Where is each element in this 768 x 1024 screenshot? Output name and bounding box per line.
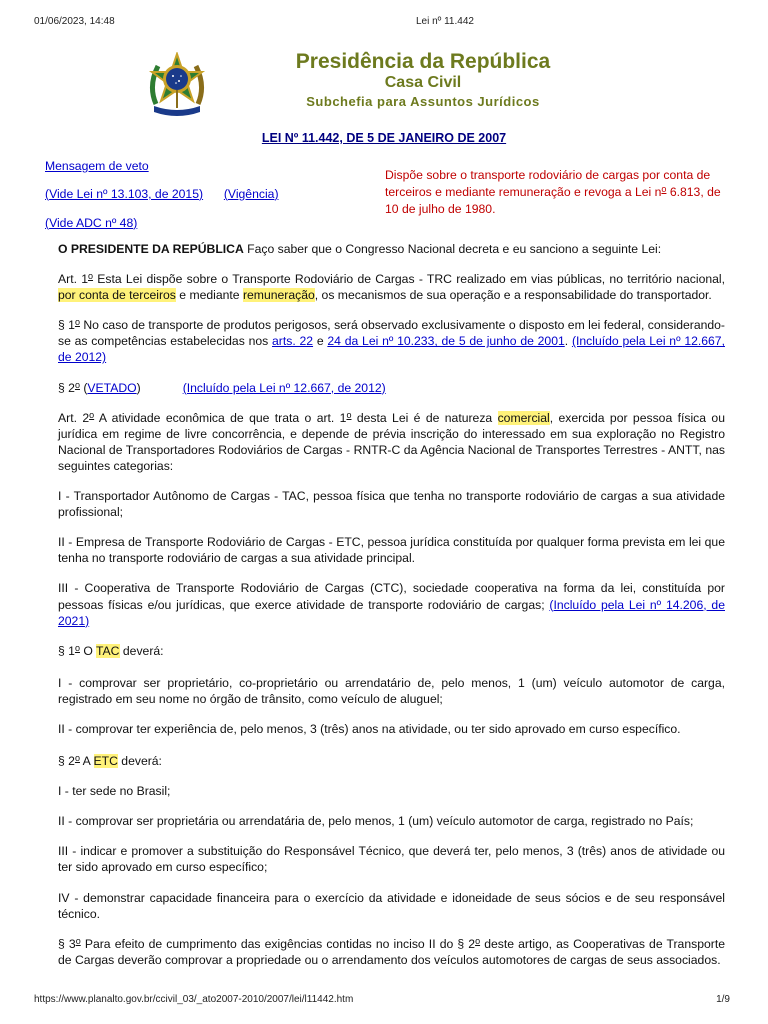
art-2-par-1 — [45, 643, 725, 659]
ordinal: o — [89, 409, 95, 420]
print-footer — [34, 993, 730, 1007]
par-text: deverá: — [117, 754, 162, 769]
art-2-par-3 — [45, 936, 725, 968]
ordinal: o — [74, 317, 80, 328]
site-title: Presidência da República — [295, 50, 551, 73]
mensagem-veto-line — [45, 158, 149, 174]
ementa-text: Dispõe sobre o transporte rodoviário de cargas por conta de terceiros e mediante remuneração e revoga a Lei n — [385, 168, 711, 200]
par-text: ( — [79, 380, 88, 395]
art-2-par-2 — [45, 753, 725, 769]
lei-10233-link[interactable]: 24 da Lei nº 10.233, de 5 de junho de 2001 — [327, 334, 565, 349]
arts-22-link[interactable]: arts. 22 — [272, 334, 314, 349]
art-text: e mediante — [175, 288, 243, 303]
ordinal: o — [74, 753, 80, 764]
print-header — [34, 15, 730, 29]
par-text: deste artigo, as Cooperativas de Transporte de Cargas deverão comprovar a propriedade ou o arrendamento dos veículos automotores de cargas de seus associados. — [58, 936, 725, 967]
incluido-lei-14206-link[interactable]: (Incluído pela Lei nº 14.206, de 2021) — [58, 597, 725, 628]
highlight: comercial — [497, 410, 550, 425]
art-2-inciso-i: I - Transportador Autônomo de Cargas - TAC, pessoa física que tenha no transporte rodoviário de cargas a sua atividade profissional; — [58, 489, 725, 520]
incluido-lei-12667-link[interactable]: (Incluído pela Lei nº 12.667, de 2012) — [58, 334, 725, 365]
highlight: TAC — [96, 643, 120, 658]
art-1-par-2 — [45, 380, 725, 396]
paren: ) — [199, 187, 204, 201]
highlight: por conta de terceiros — [58, 288, 176, 303]
art-text: desta Lei é de natureza — [351, 410, 498, 425]
par-text: e — [313, 334, 328, 349]
par-text: O — [79, 643, 97, 658]
art-1 — [45, 271, 725, 303]
ementa-text: 6.813, de 10 de julho de 1980. — [385, 185, 721, 216]
paren: ( — [223, 187, 228, 201]
art-1-par-1 — [45, 317, 725, 365]
art-2-par-2-inciso-i: I - ter sede no Brasil; — [58, 784, 171, 799]
par-label: § 3 — [58, 936, 76, 951]
art-text: , exercida por pessoa física ou jurídica em regime de livre concorrência, e depende de prévia inscrição do interessado em sua exploração no Registro Nacional de Transportadores Rodoviários de Cargas - RNTR-C da Agência Nacional de Transportes Terrestres - ANTT, nas seguintes categorias: — [58, 410, 725, 473]
art-label: Art. 2 — [58, 410, 90, 425]
vide-adc-line — [45, 215, 137, 231]
vide-lei-13103-link[interactable]: Vide Lei nº 13.103, de 2015 — [49, 187, 199, 201]
art-2-par-2-inciso-iv: IV - demonstrar capacidade financeira para o exercício da atividade e idoneidade de seus sócios e de seu responsável técnico. — [58, 890, 725, 921]
preamble — [45, 241, 725, 257]
print-url: https://www.planalto.gov.br/ccivil_03/_ato2007-2010/2007/lei/l11442.htm — [34, 994, 354, 1005]
ordinal: o — [88, 271, 94, 282]
paren: ( — [45, 187, 50, 201]
inciso-text: III - Cooperativa de Transporte Rodoviário de Cargas (CTC), sociedade cooperativa na forma da lei, constituída por pessoas físicas e/ou jurídicas, que exerce atividade de transporte rodoviário de cargas; — [58, 581, 725, 612]
art-2 — [45, 410, 725, 474]
incluido-lei-12667-link[interactable]: (Incluído pela Lei nº 12.667, de 2012) — [182, 380, 386, 395]
art-text: , os mecanismos de sua operação e a responsabilidade do transportador. — [314, 288, 712, 303]
preamble-text: Faço saber que o Congresso Nacional decreta e eu sanciono a seguinte Lei: — [243, 242, 662, 256]
art-label: Art. 1 — [58, 272, 88, 287]
art-2-par-1-inciso-i: I - comprovar ser proprietário, co-proprietário ou arrendatário de, pelo menos, 1 (um) veículo automotor de carga, registrado em seu nome no órgão de trânsito, como veículo de aluguel; — [58, 675, 725, 706]
par-text: deverá: — [119, 643, 164, 658]
par-label: § 2 — [58, 380, 75, 395]
ordinal: o — [661, 184, 667, 195]
par-label: § 1 — [58, 318, 75, 333]
preamble-bold: O PRESIDENTE DA REPÚBLICA — [58, 242, 244, 256]
ementa — [385, 167, 727, 217]
par-text: Para efeito de cumprimento das exigências contidas no inciso II do § 2 — [80, 936, 476, 951]
page-number: 1/9 — [716, 994, 730, 1005]
vigencia-link[interactable]: Vigência — [227, 187, 275, 201]
par-label: § 1 — [58, 643, 75, 658]
law-body — [45, 241, 725, 982]
par-text: No caso de transporte de produtos perigosos, será observado exclusivamente o disposto em lei federal, considerando-se as competências estabelecidas nos — [58, 318, 725, 349]
ordinal: o — [475, 935, 481, 946]
highlight: remuneração — [242, 288, 315, 303]
ordinal: o — [75, 935, 81, 946]
par-text: A — [79, 754, 94, 769]
vide-links-line — [45, 186, 279, 202]
ordinal: o — [74, 642, 80, 653]
art-2-par-2-inciso-iii: III - indicar e promover a substituição do Responsável Técnico, que deverá ter, pelo menos, 3 (três) anos de atividade ou ter sido aprovado em curso específico; — [58, 844, 725, 875]
ordinal: o — [74, 379, 80, 390]
law-title[interactable]: LEI Nº 11.442, DE 5 DE JANEIRO DE 2007 — [261, 131, 507, 145]
site-subtitle-secondary: Subchefia para Assuntos Jurídicos — [306, 94, 540, 109]
print-datetime: 01/06/2023, 14:48 — [34, 16, 115, 27]
vide-adc-48-link[interactable]: Vide ADC nº 48 — [49, 216, 134, 230]
par-label: § 2 — [58, 754, 75, 769]
paren: ) — [274, 187, 279, 201]
art-2-par-1-inciso-ii: II - comprovar ter experiência de, pelo menos, 3 (três) anos na atividade, ou ter sido aprovado em curso específico. — [58, 721, 681, 736]
vetado-link[interactable]: VETADO — [87, 380, 137, 395]
paren: ) — [133, 216, 138, 230]
art-2-inciso-iii — [45, 580, 725, 628]
art-text: Esta Lei dispõe sobre o Transporte Rodoviário de Cargas - TRC realizado em vias públicas, no território nacional, — [93, 272, 725, 287]
site-subtitle: Casa Civil — [384, 74, 462, 91]
paren: ( — [45, 216, 50, 230]
print-doc-title: Lei nº 11.442 — [416, 16, 474, 27]
par-text: . — [564, 334, 572, 349]
art-text: A atividade econômica de que trata o art. 1 — [94, 410, 347, 425]
brazil-coat-of-arms-icon — [146, 52, 208, 118]
art-2-par-2-inciso-ii: II - comprovar ser proprietária ou arrendatária de, pelo menos, 1 (um) veículo automotor de carga, registrado no País; — [58, 814, 694, 829]
ordinal: o — [346, 409, 352, 420]
mensagem-veto-link[interactable]: Mensagem de veto — [45, 159, 149, 173]
highlight: ETC — [93, 754, 118, 769]
par-text: ) — [136, 380, 141, 395]
art-2-inciso-ii: II - Empresa de Transporte Rodoviário de Cargas - ETC, pessoa jurídica constituída por qualquer forma prevista em lei que tenha no transporte rodoviário de cargas a sua atividade principal. — [58, 535, 725, 566]
